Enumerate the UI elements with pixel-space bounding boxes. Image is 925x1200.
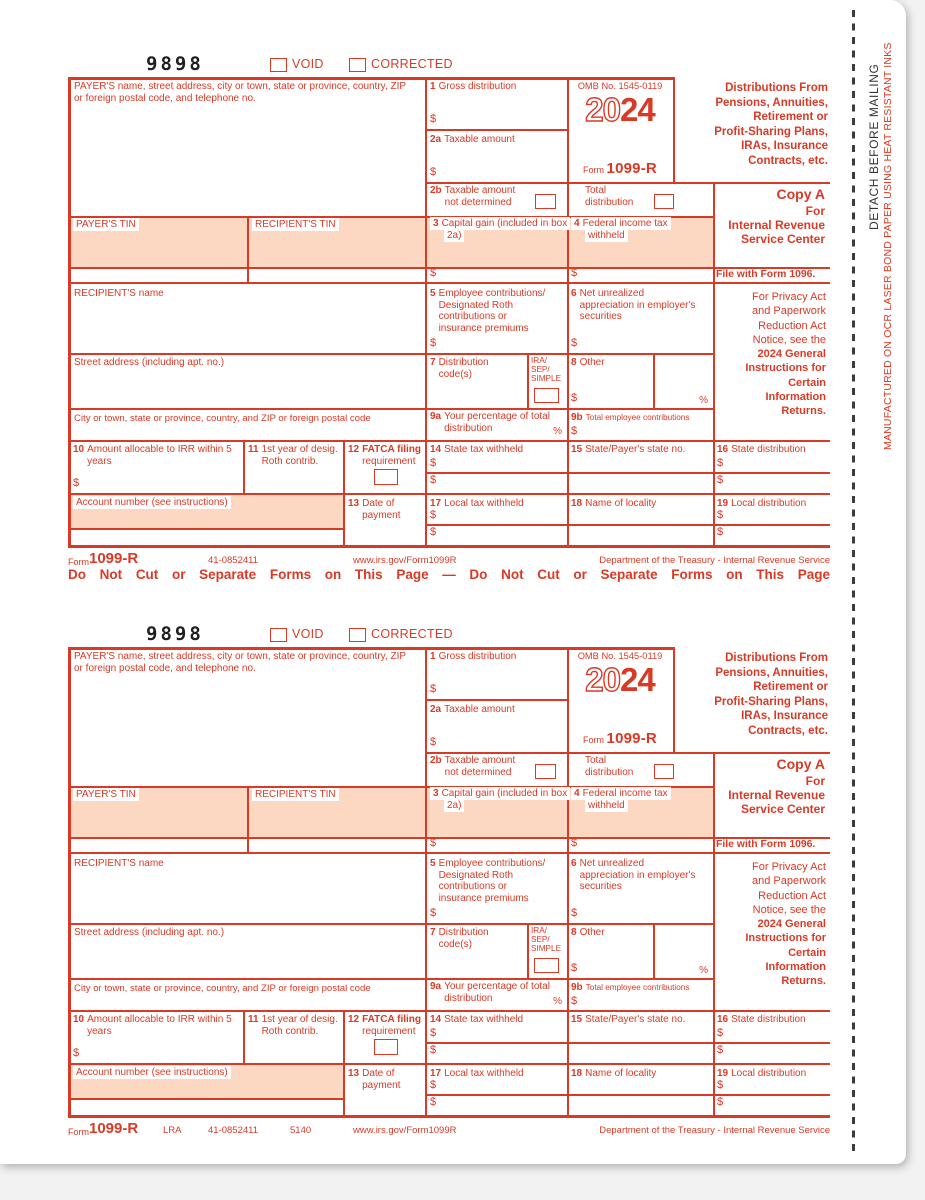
box12-label: 12 FATCA filing requirement [348, 444, 422, 467]
grid-line [673, 77, 675, 182]
copy-a-label: Copy A [776, 756, 825, 772]
city-label: City or town, state or province, country, and ZIP or foreign postal code [74, 983, 371, 994]
dollar-sign: $ [430, 1079, 437, 1091]
dollar-sign: $ [430, 1044, 437, 1056]
file-with-1096-note: File with Form 1096. [716, 839, 816, 850]
privacy-act-notice: For Privacy Act and Paperwork Reduction Act Notice, see the 2024 General Instructions for Certain Information Returns. [745, 291, 826, 418]
footer-irs-url: www.irs.gov/Form1099R [353, 555, 457, 566]
box15-label: 15 State/Payer's state no. [571, 444, 686, 455]
footer-print-code: 41-0852411 [208, 1125, 259, 1136]
footer-form-number: 1099-R [89, 550, 139, 567]
dollar-sign: $ [430, 509, 437, 521]
box10-label: 10 Amount allocable to IRR within 5 years [73, 444, 232, 467]
grid-line [68, 1098, 343, 1100]
box17-label: 17 Local tax withheld [430, 498, 524, 509]
footer-print-code-2: 5140 [290, 1125, 312, 1136]
grid-line [343, 1010, 345, 1115]
grid-line [567, 77, 569, 545]
corrected-checkbox[interactable] [349, 58, 366, 72]
copy-a-recipient: For Internal Revenue Service Center [728, 204, 825, 246]
ira-sep-simple-label: IRA/ SEP/ SIMPLE [531, 926, 562, 953]
dollar-sign: $ [430, 1096, 437, 1108]
box4-label: 4 Federal income tax withheld [571, 218, 683, 242]
box11-label: 11 1st year of desig. Roth contrib. [248, 444, 338, 467]
dollar-sign: $ [571, 837, 578, 849]
dollar-sign: $ [73, 1047, 80, 1059]
grid-line [425, 129, 567, 131]
grid-line [68, 282, 830, 284]
grid-line [527, 353, 529, 408]
grid-line [425, 752, 830, 754]
total-distribution-label: Total distribution [585, 755, 634, 778]
box3-label: 3 Capital gain (included in box 2a) [430, 218, 568, 242]
percent-sign: % [553, 426, 562, 437]
grid-line [567, 647, 569, 1115]
perforation-dashed-line [852, 10, 855, 1156]
grid-line [247, 786, 249, 852]
box9a-label: 9a Your percentage of total distribution [430, 981, 550, 1004]
payer-tin-label: PAYER'S TIN [73, 789, 139, 801]
grid-line [68, 353, 713, 355]
fatca-checkbox[interactable] [374, 1039, 398, 1055]
dollar-sign: $ [430, 837, 437, 849]
box14-label: 14 State tax withheld [430, 444, 524, 455]
recipient-tin-label: RECIPIENT'S TIN [252, 219, 339, 231]
dollar-sign: $ [717, 474, 724, 486]
recipient-name-label: RECIPIENT'S name [74, 288, 164, 299]
box7-label: 7 Distribution code(s) [430, 357, 489, 380]
box14-label: 14 State tax withheld [430, 1014, 524, 1025]
dollar-sign: $ [430, 736, 437, 748]
grid-line [673, 647, 675, 752]
grid-line [68, 1115, 830, 1118]
corrected-checkbox[interactable] [349, 628, 366, 642]
form-title: Distributions From Pensions, Annuities, Retirement or Profit-Sharing Plans, IRAs, Insurance Contracts, etc. [714, 82, 828, 167]
grid-line [247, 216, 249, 282]
dollar-sign: $ [571, 337, 578, 349]
grid-line [653, 923, 655, 978]
footer-form-word: Form [68, 1127, 89, 1137]
omb-number: OMB No. 1545-0119 [577, 651, 663, 661]
dollar-sign: $ [571, 995, 578, 1007]
footer-department: Department of the Treasury - Internal Revenue Service [599, 1125, 830, 1136]
tax-year: 2024 [585, 661, 655, 698]
ira-sep-simple-label: IRA/ SEP/ SIMPLE [531, 356, 562, 383]
box17-label: 17 Local tax withheld [430, 1068, 524, 1079]
payer-info-label: PAYER'S name, street address, city or town, state or province, country, ZIP or foreign postal code, and telephone no. [74, 81, 406, 104]
box12-label: 12 FATCA filing requirement [348, 1014, 422, 1037]
box2b-label: 2b Taxable amount not determined [430, 185, 516, 208]
void-label: VOID [292, 627, 324, 641]
city-label: City or town, state or province, country, and ZIP or foreign postal code [74, 413, 371, 424]
box15-label: 15 State/Payer's state no. [571, 1014, 686, 1025]
corrected-label: CORRECTED [371, 57, 453, 71]
grid-line [68, 978, 713, 980]
taxable-not-determined-checkbox[interactable] [535, 194, 556, 209]
dollar-sign: $ [717, 457, 724, 469]
footer-form-number: 1099-R [89, 1120, 139, 1137]
recipient-tin-label: RECIPIENT'S TIN [252, 789, 339, 801]
dollar-sign: $ [430, 526, 437, 538]
dollar-sign: $ [430, 907, 437, 919]
footer-department: Department of the Treasury - Internal Revenue Service [599, 555, 830, 566]
grid-line [68, 647, 673, 650]
omb-number: OMB No. 1545-0119 [577, 81, 663, 91]
box19-label: 19 Local distribution [717, 498, 807, 509]
grid-line [425, 699, 567, 701]
grid-line [68, 1010, 830, 1012]
street-address-label: Street address (including apt. no.) [74, 927, 225, 938]
box13-label: 13 Date of payment [348, 498, 401, 521]
dollar-sign: $ [430, 683, 437, 695]
total-distribution-label: Total distribution [585, 185, 634, 208]
box8-label: 8 Other [571, 927, 605, 938]
dollar-sign: $ [571, 907, 578, 919]
dollar-sign: $ [430, 267, 437, 279]
form-number-badge: Form 1099-R [583, 160, 657, 177]
grid-line [68, 545, 830, 548]
grid-line [425, 524, 830, 526]
recipient-name-label: RECIPIENT'S name [74, 858, 164, 869]
corrected-label: CORRECTED [371, 627, 453, 641]
form-number-badge: Form 1099-R [583, 730, 657, 747]
ira-sep-simple-checkbox[interactable] [534, 388, 559, 403]
street-address-label: Street address (including apt. no.) [74, 357, 225, 368]
void-checkbox[interactable] [270, 628, 287, 642]
grid-line [68, 408, 713, 410]
grid-line [68, 77, 71, 547]
grid-line [653, 353, 655, 408]
box19-label: 19 Local distribution [717, 1068, 807, 1079]
grid-line [243, 1010, 245, 1063]
box9a-label: 9a Your percentage of total distribution [430, 411, 550, 434]
taxable-not-determined-checkbox[interactable] [535, 764, 556, 779]
grid-line [425, 472, 830, 474]
ira-sep-simple-checkbox[interactable] [534, 958, 559, 973]
box2a-label: 2a Taxable amount [430, 134, 515, 145]
grid-line [425, 77, 427, 545]
grid-line [425, 647, 427, 1115]
grid-line [68, 923, 713, 925]
grid-line [243, 440, 245, 493]
grid-line [68, 493, 830, 495]
dollar-sign: $ [430, 337, 437, 349]
dollar-sign: $ [73, 477, 80, 489]
dollar-sign: $ [430, 166, 437, 178]
grid-line [68, 647, 71, 1117]
grid-line [343, 440, 345, 545]
dollar-sign: $ [717, 1027, 724, 1039]
footer-form-word: Form [68, 557, 89, 567]
account-number-label: Account number (see instructions) [73, 497, 231, 509]
grid-line [68, 852, 830, 854]
payer-tin-label: PAYER'S TIN [73, 219, 139, 231]
dollar-sign: $ [430, 1027, 437, 1039]
dollar-sign: $ [430, 474, 437, 486]
box9b-label: 9b Total employee contributions [571, 982, 690, 993]
grid-line [68, 440, 830, 442]
box2b-label: 2b Taxable amount not determined [430, 755, 516, 778]
box5-label: 5 Employee contributions/ Designated Roth contributions or insurance premiums [430, 288, 546, 334]
ocr-form-code: 9898 [146, 623, 204, 645]
grid-line [68, 77, 673, 80]
file-with-1096-note: File with Form 1096. [716, 269, 816, 280]
box16-label: 16 State distribution [717, 1014, 806, 1025]
dollar-sign: $ [717, 1044, 724, 1056]
total-distribution-checkbox[interactable] [654, 194, 674, 209]
grid-line [68, 528, 343, 530]
do-not-cut-notice: Do Not Cut or Separate Forms on This Page — Do Not Cut or Separate Forms on This Page [68, 567, 830, 582]
grid-line [527, 923, 529, 978]
dollar-sign: $ [571, 267, 578, 279]
void-checkbox[interactable] [270, 58, 287, 72]
detach-before-mailing-label: DETACH BEFORE MAILING [867, 63, 881, 230]
ocr-form-code: 9898 [146, 53, 204, 75]
fatca-checkbox[interactable] [374, 469, 398, 485]
copy-a-label: Copy A [776, 186, 825, 202]
account-number-label: Account number (see instructions) [73, 1067, 231, 1079]
box9b-label: 9b Total employee contributions [571, 412, 690, 423]
box4-label: 4 Federal income tax withheld [571, 788, 683, 812]
grid-line [425, 182, 830, 184]
privacy-act-notice: For Privacy Act and Paperwork Reduction Act Notice, see the 2024 General Instructions for Certain Information Returns. [745, 861, 826, 988]
box16-label: 16 State distribution [717, 444, 806, 455]
box18-label: 18 Name of locality [571, 1068, 657, 1079]
box3-label: 3 Capital gain (included in box 2a) [430, 788, 568, 812]
box13-label: 13 Date of payment [348, 1068, 401, 1091]
manufactured-ink-label: MANUFACTURED ON OCR LASER BOND PAPER USING HEAT RESISTANT INKS [882, 42, 894, 450]
tax-year: 2024 [585, 91, 655, 128]
copy-a-recipient: For Internal Revenue Service Center [728, 774, 825, 816]
dollar-sign: $ [571, 962, 578, 974]
grid-line [425, 1042, 830, 1044]
dollar-sign: $ [571, 425, 578, 437]
form-1099r-copy-top [68, 53, 830, 571]
form-title: Distributions From Pensions, Annuities, Retirement or Profit-Sharing Plans, IRAs, Insurance Contracts, etc. [714, 652, 828, 737]
percent-sign: % [553, 996, 562, 1007]
box8-label: 8 Other [571, 357, 605, 368]
box5-label: 5 Employee contributions/ Designated Roth contributions or insurance premiums [430, 858, 546, 904]
box7-label: 7 Distribution code(s) [430, 927, 489, 950]
total-distribution-checkbox[interactable] [654, 764, 674, 779]
footer-irs-url: www.irs.gov/Form1099R [353, 1125, 457, 1136]
percent-sign: % [699, 965, 708, 976]
void-label: VOID [292, 57, 324, 71]
dollar-sign: $ [430, 457, 437, 469]
box2a-label: 2a Taxable amount [430, 704, 515, 715]
payer-info-label: PAYER'S name, street address, city or town, state or province, country, ZIP or foreign postal code, and telephone no. [74, 651, 406, 674]
form-1099r-copy-bottom [68, 623, 830, 1141]
grid-line [425, 1094, 830, 1096]
footer-lra-code: LRA [163, 1125, 182, 1136]
percent-sign: % [699, 395, 708, 406]
box1-label: 1 Gross distribution [430, 651, 517, 662]
dollar-sign: $ [717, 1079, 724, 1091]
box11-label: 11 1st year of desig. Roth contrib. [248, 1014, 338, 1037]
dollar-sign: $ [430, 113, 437, 125]
box10-label: 10 Amount allocable to IRR within 5 years [73, 1014, 232, 1037]
box1-label: 1 Gross distribution [430, 81, 517, 92]
dollar-sign: $ [571, 392, 578, 404]
box18-label: 18 Name of locality [571, 498, 657, 509]
dollar-sign: $ [717, 1096, 724, 1108]
box6-label: 6 Net unrealized appreciation in employer's securities [571, 288, 696, 322]
grid-line [68, 1063, 830, 1065]
footer-print-code: 41-0852411 [208, 555, 259, 566]
dollar-sign: $ [717, 509, 724, 521]
dollar-sign: $ [717, 526, 724, 538]
box6-label: 6 Net unrealized appreciation in employer's securities [571, 858, 696, 892]
